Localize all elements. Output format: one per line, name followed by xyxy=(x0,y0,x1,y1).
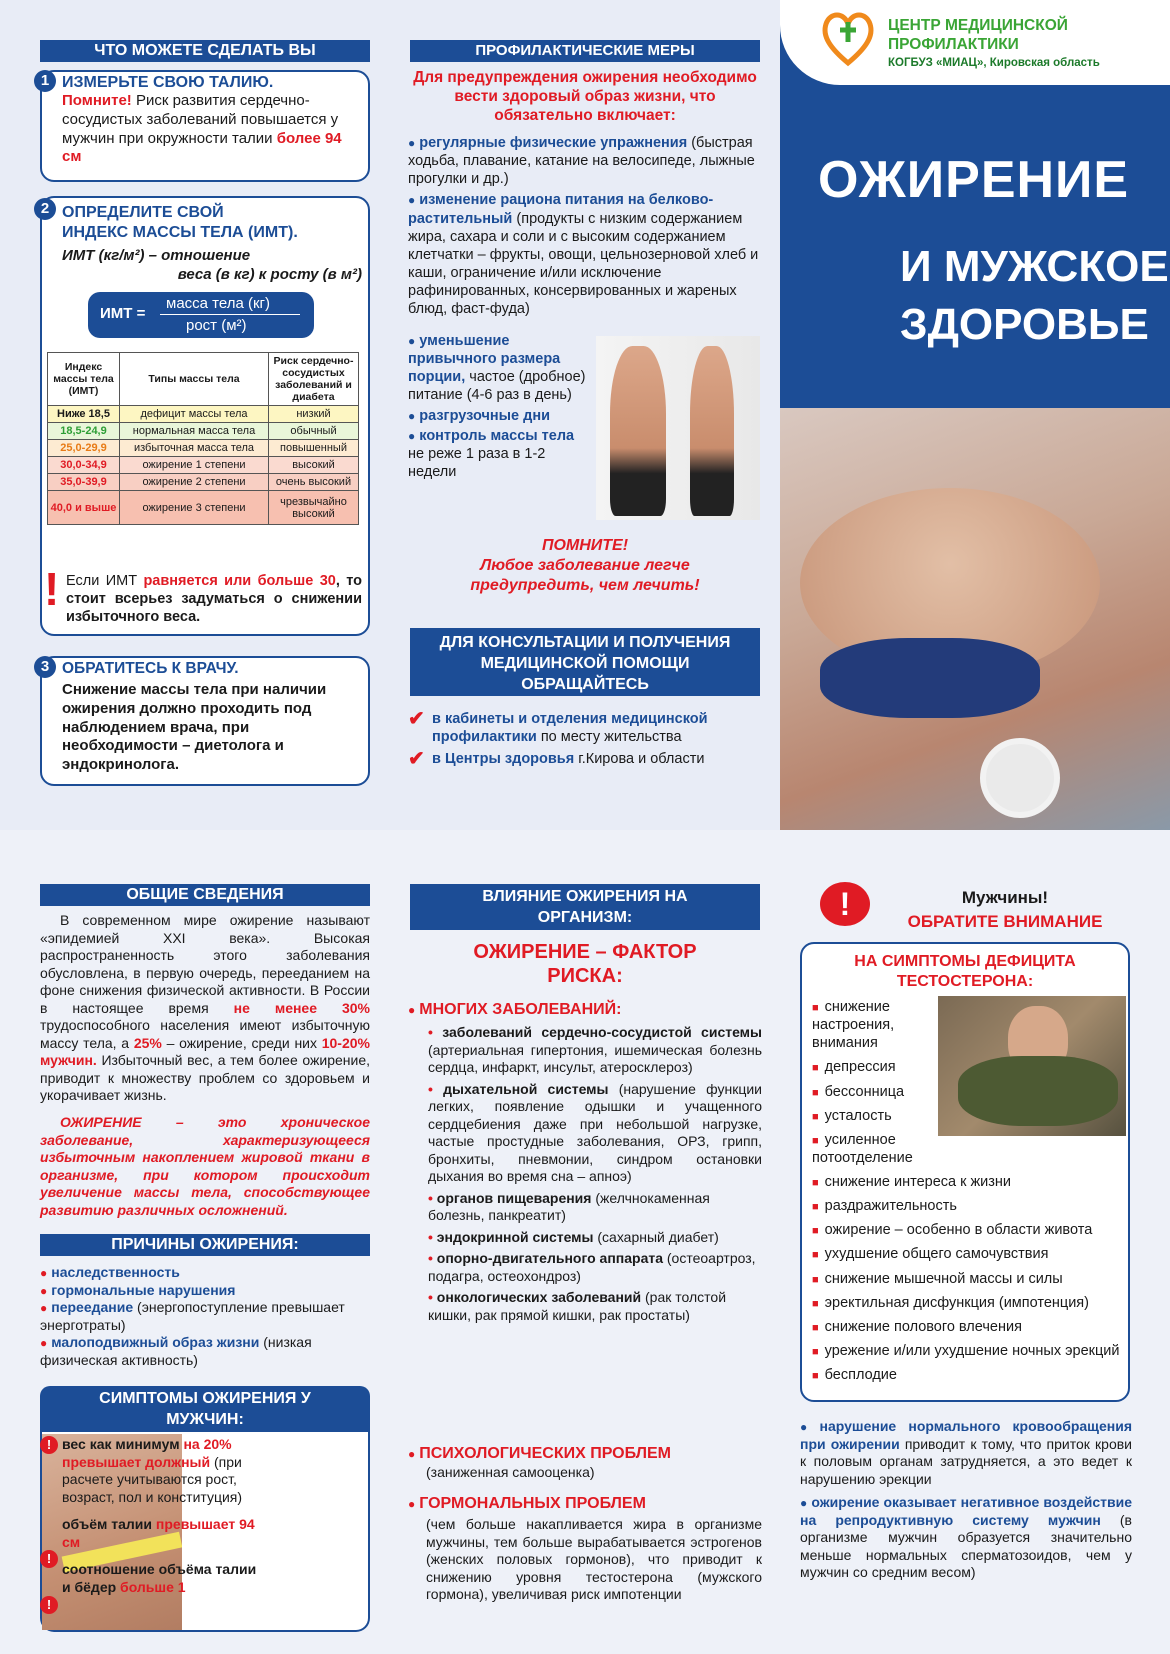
risk-title: ОЖИРЕНИЕ – ФАКТОР РИСКА: xyxy=(473,941,697,987)
cover-title-3: ЗДОРОВЬЕ xyxy=(900,300,1149,349)
org-name: ЦЕНТР МЕДИЦИНСКОЙ ПРОФИЛАКТИКИ КОГБУЗ «МИАЦ», Кировская область xyxy=(888,17,1100,69)
general-text: В современном мире ожирение называют «эпидемией XXI века». Высокая распространенность этого заболевания обусловлена, в первую очередь, перееданием на фоне снижения физической активности. В России в настоящее время не менее 30% трудоспособного населения имеют избыточную массу тела, а 25% – ожирение, среди них 10-20% мужчин. Избыточный вес, а тем более ожирение, приводит к множеству проблем со здоровьем и укорачивает жизнь. xyxy=(40,912,370,1103)
alert-icon: ! xyxy=(40,1436,58,1454)
list-item: ● переедание (энергопоступление превышает энерготраты) xyxy=(40,1299,374,1334)
list-item: ● ожирение оказывает негативное воздействие на репродуктивную систему мужчин (в организме мужчин образуется значительно меньше нормальных сперматозоидов, чем у мужчин со средним весом) xyxy=(800,1494,1132,1582)
obesity-definition: ОЖИРЕНИЕ – это хроническое заболевание, характеризующееся избыточным накоплением жировой ткани в организме, при котором происходит увеличение массы тела, способствующее развитию различных осложнений. xyxy=(40,1114,370,1218)
bmi-formula: ИМТ = масса тела (кг) рост (м²) xyxy=(88,292,314,338)
consult-heading: ДЛЯ КОНСУЛЬТАЦИИ И ПОЛУЧЕНИЯ МЕДИЦИНСКОЙ ПОМОЩИ ОБРАЩАЙТЕСЬ xyxy=(410,628,760,696)
list-item: ● контроль массы тела не реже 1 раза в 1-2 недели xyxy=(408,427,588,481)
general-heading: ОБЩИЕ СВЕДЕНИЯ xyxy=(40,884,370,906)
table-row: 40,0 и выше ожирение 3 степени чрезвычайно высокий xyxy=(48,491,359,525)
list-item: ● гормональные нарушения xyxy=(40,1282,374,1300)
prevention-intro: Для предупреждения ожирения необходимо вести здоровый образ жизни, что обязательно включает: xyxy=(413,69,757,124)
logo-heart-icon xyxy=(820,8,876,68)
list-item: • онкологических заболеваний (рак толстой кишки, рак прямой кишки, рак простаты) xyxy=(428,1289,727,1323)
impact-heading: ВЛИЯНИЕ ОЖИРЕНИЯ НА ОРГАНИЗМ: xyxy=(410,884,760,930)
list-item: • опорно-двигательного аппарата (остеоартроз, подагра, остеохондроз) xyxy=(428,1250,756,1284)
bmi-warning: Если ИМТ равняется или больше 30, то стоит всерьез задуматься о снижении избыточного веса. xyxy=(66,573,363,626)
step1-content: ИЗМЕРЬТЕ СВОЮ ТАЛИЮ. Помните! Риск развития сердечно-сосудистых заболеваний повышается у мужчин при окружности талии более 94 см xyxy=(62,74,362,167)
testosterone-title: НА СИМПТОМЫ ДЕФИЦИТА ТЕСТОСТЕРОНА: xyxy=(854,953,1076,990)
impact-list xyxy=(428,1024,762,1324)
bmi-table: Индекс массы тела (ИМТ) Типы массы тела Риск сердечно-сосудистых заболеваний и диабета Ниже 18,5 дефицит массы тела низкий 18,5-24,9 нормальная масса тела обычный 25,0-29,9 избыточная масса тела повышенный 30,0-34,9 ожирение 1 степени высокий 35,0-39,9 ожирение 2 степени очень высокий 40,0 и выше ожирение 3 степени чрезвычайно высокий xyxy=(47,352,359,525)
list-item: ● нарушение нормального кровообращения при ожирении приводит к тому, что приток крови к половым органам затрудняется, а это ведет к нарушению эрекции xyxy=(800,1418,1132,1488)
list-item: ● разгрузочные дни xyxy=(408,407,588,425)
list-item: ■ эректильная дисфункция (импотенция) xyxy=(812,1294,1128,1312)
list-item: ● изменение рациона питания на белково-растительный (продукты с низким содержанием жира, сахара и соли и с высоким содержанием клетчатки – фрукты, овощи, цельнозерновой хлеб и каши, ограничение и/или исключение рафинированных, консервированных и жареных блюд, фаст-фуда) xyxy=(408,191,762,318)
list-item: • заболеваний сердечно-сосудистой системы (артериальная гипертония, ишемическая болезнь сердца, инфаркт, инсульт, атеросклероз) xyxy=(428,1024,762,1075)
list-item: ■ депрессия xyxy=(812,1058,1128,1076)
list-item: ■ снижение полового влечения xyxy=(812,1318,1128,1336)
step1-number: 1 xyxy=(34,70,56,92)
warning-exclamation-icon: ! xyxy=(44,563,60,615)
prevention-list-2 xyxy=(408,332,588,481)
many-diseases: ● МНОГИХ ЗАБОЛЕВАНИЙ: xyxy=(408,1000,621,1020)
cover-title-1: ОЖИРЕНИЕ xyxy=(818,151,1130,209)
psych-problems: ● ПСИХОЛОГИЧЕСКИХ ПРОБЛЕМ xyxy=(408,1444,671,1464)
list-item: ✔ в Центры здоровья г.Кирова и области xyxy=(408,748,705,771)
prevention-heading: ПРОФИЛАКТИЧЕСКИЕ МЕРЫ xyxy=(410,40,760,62)
causes-heading: ПРИЧИНЫ ОЖИРЕНИЯ: xyxy=(40,1234,370,1256)
list-item: соотношение объёма талии и бёдер больше 1 xyxy=(62,1561,257,1595)
men-notes xyxy=(800,1418,1132,1582)
cover-title-2: И МУЖСКОЕ xyxy=(900,242,1169,291)
hormonal-problems: ● ГОРМОНАЛЬНЫХ ПРОБЛЕМ xyxy=(408,1494,646,1514)
list-item: объём талии превышает 94 см xyxy=(62,1516,255,1550)
before-after-photo xyxy=(596,336,760,520)
list-item: ■ усиленное потоотделение xyxy=(812,1131,932,1167)
list-item: • дыхательной системы (нарушение функции легких, появление одышки и учащенного сердцебиения даже при небольшой нагрузке, частые простудные заболевания, ОРЗ, грипп, бронхиты, пневмонии, синдром остановки дыхания во время сна – апноэ) xyxy=(428,1080,762,1184)
list-item: ■ ухудшение общего самочувствия xyxy=(812,1245,1128,1263)
bmi-definition: ИМТ (кг/м²) – отношение веса (в кг) к росту (в м²) xyxy=(62,247,362,283)
list-item: ● уменьшение привычного размера порции, частое (дробное) питание (4-6 раз в день) xyxy=(408,332,588,405)
symptoms-heading: СИМПТОМЫ ОЖИРЕНИЯ У МУЖЧИН: xyxy=(40,1386,370,1432)
alert-icon: ! xyxy=(40,1596,58,1614)
list-item: ● малоподвижный образ жизни (низкая физическая активность) xyxy=(40,1334,374,1369)
step2-title: ОПРЕДЕЛИТЕ СВОЙ ИНДЕКС МАССЫ ТЕЛА (ИМТ). xyxy=(62,204,298,241)
table-row: 30,0-34,9 ожирение 1 степени высокий xyxy=(48,457,359,474)
what-you-can-heading: ЧТО МОЖЕТЕ СДЕЛАТЬ ВЫ xyxy=(40,40,370,62)
list-item: • органов пищеварения (желчнокаменная болезнь, панкреатит) xyxy=(428,1189,710,1223)
causes-list xyxy=(40,1264,374,1369)
list-item: ■ раздражительность xyxy=(812,1197,1128,1215)
list-item: ■ снижение мышечной массы и силы xyxy=(812,1270,1128,1288)
table-row: 18,5-24,9 нормальная масса тела обычный xyxy=(48,423,359,440)
men-title: Мужчины! ОБРАТИТЕ ВНИМАНИЕ xyxy=(907,888,1103,931)
attention-icon: ! xyxy=(820,882,870,926)
step3-number: 3 xyxy=(34,656,56,678)
list-item: вес как минимум на 20% превышает должный (при расчете учитываются рост, возраст, пол и конституция) xyxy=(62,1436,243,1505)
symptoms-list xyxy=(46,1436,262,1612)
list-item: ● регулярные физические упражнения (быстрая ходьба, плавание, катание на велосипеде, лыжные прогулки и др.) xyxy=(408,134,762,188)
cover-photo xyxy=(780,408,1170,830)
table-row: Ниже 18,5 дефицит массы тела низкий xyxy=(48,406,359,423)
consult-list xyxy=(408,708,762,771)
step2-number: 2 xyxy=(34,198,56,220)
table-row: 25,0-29,9 избыточная масса тела повышенный xyxy=(48,440,359,457)
testosterone-list xyxy=(812,998,1128,1384)
table-row: 35,0-39,9 ожирение 2 степени очень высокий xyxy=(48,474,359,491)
list-item: ■ снижение интереса к жизни xyxy=(812,1173,1128,1191)
hormonal-text: (чем больше накапливается жира в организме мужчины, тем больше вырабатывается эстрогенов (женских половых гормонов), что приводит к снижению уровня тестостерона (мужского гормона), увеличивая риск импотенции xyxy=(426,1516,762,1602)
list-item: ■ снижение настроения, внимания xyxy=(812,998,932,1052)
list-item: ■ бесплодие xyxy=(812,1366,1128,1384)
list-item: ● наследственность xyxy=(40,1264,374,1282)
step3-content: ОБРАТИТЕСЬ К ВРАЧУ. Снижение массы тела при наличии ожирения должно проходить под наблюдением врача, при необходимости – диетолога и эндокринолога. xyxy=(62,660,327,773)
remember-note: ПОМНИТЕ! Любое заболевание легче предупредить, чем лечить! xyxy=(470,537,700,594)
list-item: • эндокринной системы (сахарный диабет) xyxy=(428,1228,719,1245)
list-item: ■ бессонница xyxy=(812,1083,1128,1101)
list-item: ■ урежение и/или ухудшение ночных эрекций xyxy=(812,1342,1128,1360)
psych-text: (заниженная самооценка) xyxy=(426,1464,595,1480)
list-item: ■ усталость xyxy=(812,1107,1128,1125)
step1-title: ИЗМЕРЬТЕ СВОЮ ТАЛИЮ. xyxy=(62,74,274,91)
list-item: ✔ в кабинеты и отделения медицинской профилактики по месту жительства xyxy=(408,708,708,746)
prevention-list xyxy=(408,134,762,318)
list-item: ■ ожирение – особенно в области живота xyxy=(812,1221,1128,1239)
alert-icon: ! xyxy=(40,1550,58,1568)
